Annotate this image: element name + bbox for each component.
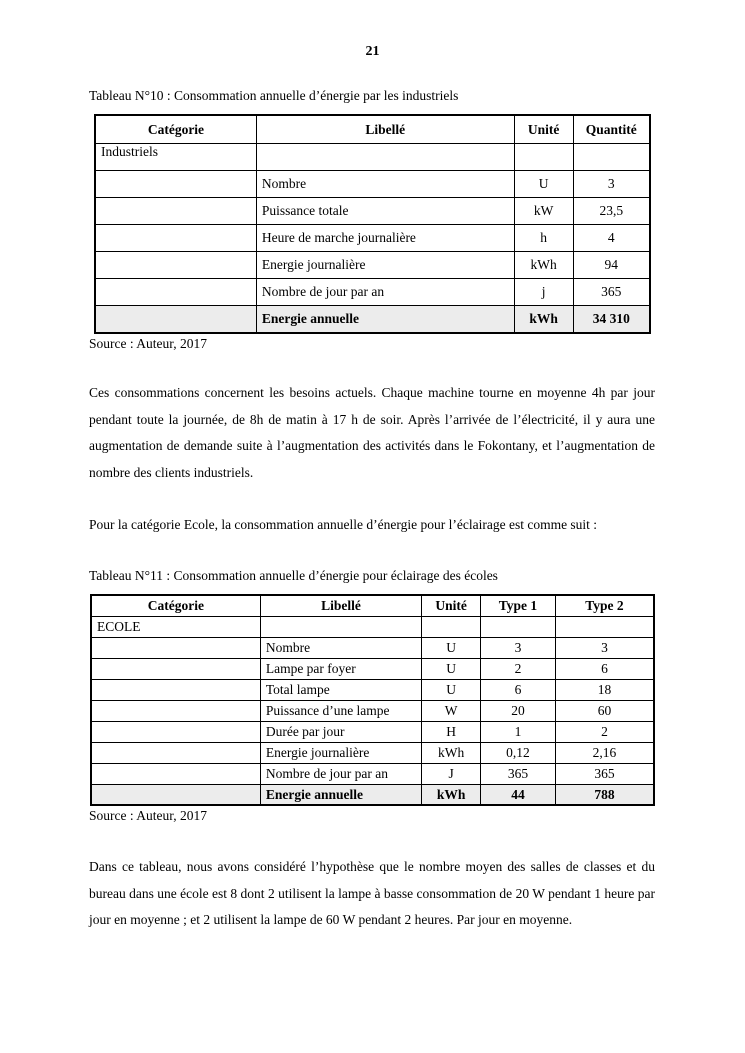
table-cell <box>481 616 556 637</box>
table-row <box>95 198 650 225</box>
row-type2: 2 <box>555 721 654 742</box>
table11-category-row <box>91 616 654 637</box>
row-label: Durée par jour <box>260 721 421 742</box>
table11-header-row <box>91 595 654 616</box>
table-cell <box>95 198 256 225</box>
row-unit: U <box>514 171 573 198</box>
table-cell <box>91 637 260 658</box>
row-unit: kWh <box>514 252 573 279</box>
table10-source: Source : Auteur, 2017 <box>89 336 207 351</box>
table-cell <box>95 225 256 252</box>
row-unit: j <box>514 279 573 306</box>
row-label: Energie journalière <box>256 252 514 279</box>
total-label: Energie annuelle <box>260 784 421 805</box>
table10-total-row <box>95 306 650 333</box>
row-unit: U <box>422 679 481 700</box>
row-type2: 365 <box>555 763 654 784</box>
table-row <box>91 742 654 763</box>
table10-category: Industriels <box>95 144 256 171</box>
row-label: Nombre de jour par an <box>256 279 514 306</box>
table11-source: Source : Auteur, 2017 <box>89 808 207 823</box>
total-type2: 788 <box>555 784 654 805</box>
row-value: 3 <box>573 171 650 198</box>
page-number: 21 <box>365 44 380 59</box>
row-value: 94 <box>573 252 650 279</box>
total-unit: kWh <box>514 306 573 333</box>
table-cell <box>555 616 654 637</box>
row-unit: H <box>422 721 481 742</box>
row-type1: 6 <box>481 679 556 700</box>
table10-header-libelle: Libellé <box>256 115 514 144</box>
row-type2: 6 <box>555 658 654 679</box>
row-label: Nombre <box>256 171 514 198</box>
row-value: 23,5 <box>573 198 650 225</box>
table-row <box>91 763 654 784</box>
table-cell <box>95 279 256 306</box>
row-type1: 1 <box>481 721 556 742</box>
table10-header-categorie: Catégorie <box>95 115 256 144</box>
table11-header-unite: Unité <box>422 595 481 616</box>
table-cell <box>95 171 256 198</box>
table10-category-row <box>95 144 650 171</box>
table10-caption: Tableau N°10 : Consommation annuelle d’énergie par les industriels <box>89 88 459 103</box>
table-cell <box>91 700 260 721</box>
table-cell <box>514 144 573 171</box>
table-cell <box>91 742 260 763</box>
row-unit: U <box>422 658 481 679</box>
table-cell <box>91 679 260 700</box>
table11-category: ECOLE <box>91 616 260 637</box>
row-unit: h <box>514 225 573 252</box>
table-row <box>95 171 650 198</box>
row-label: Puissance totale <box>256 198 514 225</box>
table-cell <box>95 306 256 333</box>
table11-total-row <box>91 784 654 805</box>
row-label: Puissance d’une lampe <box>260 700 421 721</box>
table-row <box>91 658 654 679</box>
row-type2: 3 <box>555 637 654 658</box>
row-type1: 2 <box>481 658 556 679</box>
row-unit: U <box>422 637 481 658</box>
table-cell <box>256 144 514 171</box>
row-value: 4 <box>573 225 650 252</box>
table-row <box>91 637 654 658</box>
paragraph-2: Pour la catégorie Ecole, la consommation annuelle d’énergie pour l’éclairage est comme suit : <box>89 517 598 532</box>
row-label: Heure de marche journalière <box>256 225 514 252</box>
table11-header-type1: Type 1 <box>481 595 556 616</box>
table-cell <box>573 144 650 171</box>
table11-header-libelle: Libellé <box>260 595 421 616</box>
total-label: Energie annuelle <box>256 306 514 333</box>
table-cell <box>91 658 260 679</box>
paragraph-3: Dans ce tableau, nous avons considéré l’hypothèse que le nombre moyen des salles de classes et du bureau dans une école est 8 dont 2 utilisent la lampe à basse consommation de 20 W pendant 1 heure par jour en moyenne ; et 2 utilisent la lampe de 60 W pendant 2 heures. Par jour en moyenne. <box>89 859 655 927</box>
table-row <box>91 721 654 742</box>
paragraph-1: Ces consommations concernent les besoins actuels. Chaque machine tourne en moyenne 4h par jour pendant toute la journée, de 8h de matin à 17 h de soir. Après l’arrivée de l’électricité, il y aura une augmentation de demande suite à l’augmentation des activités dans le Fokontany, et l’augmentation de nombre des clients industriels. <box>89 385 655 480</box>
row-unit: W <box>422 700 481 721</box>
row-value: 365 <box>573 279 650 306</box>
total-value: 34 310 <box>573 306 650 333</box>
table10-header-quantite: Quantité <box>573 115 650 144</box>
row-label: Total lampe <box>260 679 421 700</box>
table-row <box>95 279 650 306</box>
row-type2: 2,16 <box>555 742 654 763</box>
table11-header-type2: Type 2 <box>555 595 654 616</box>
row-type1: 3 <box>481 637 556 658</box>
row-type1: 0,12 <box>481 742 556 763</box>
table-row <box>95 225 650 252</box>
table-cell <box>95 252 256 279</box>
table11-caption: Tableau N°11 : Consommation annuelle d’énergie pour éclairage des écoles <box>89 568 498 583</box>
row-label: Nombre <box>260 637 421 658</box>
table10-header-row <box>95 115 650 144</box>
table-row <box>95 252 650 279</box>
row-label: Nombre de jour par an <box>260 763 421 784</box>
table-row <box>91 700 654 721</box>
row-type2: 18 <box>555 679 654 700</box>
row-type1: 365 <box>481 763 556 784</box>
table-cell <box>91 784 260 805</box>
total-unit: kWh <box>422 784 481 805</box>
row-unit: kW <box>514 198 573 225</box>
total-type1: 44 <box>481 784 556 805</box>
table11 <box>90 594 655 806</box>
row-label: Lampe par foyer <box>260 658 421 679</box>
table-cell <box>422 616 481 637</box>
row-type1: 20 <box>481 700 556 721</box>
row-type2: 60 <box>555 700 654 721</box>
table11-header-categorie: Catégorie <box>91 595 260 616</box>
table10 <box>94 114 651 334</box>
table10-header-unite: Unité <box>514 115 573 144</box>
table-cell <box>91 763 260 784</box>
row-label: Energie journalière <box>260 742 421 763</box>
table-cell <box>91 721 260 742</box>
table-cell <box>260 616 421 637</box>
row-unit: J <box>422 763 481 784</box>
row-unit: kWh <box>422 742 481 763</box>
table-row <box>91 679 654 700</box>
